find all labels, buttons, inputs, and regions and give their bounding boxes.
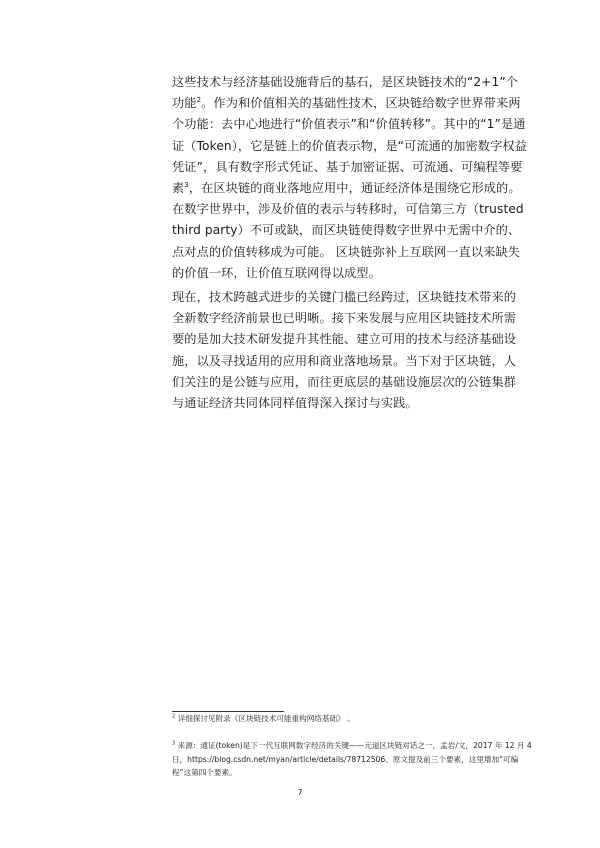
footnote-2-mark: 2 xyxy=(172,713,176,720)
paragraph-1-text-b: 。作为和价值相关的基础性技术，区块链给数字世界带来两个功能：去中心地进行“价值表示”和“价值转移”。其中的“1”是通证（Token），它是链上的价值表示物，是“可流通的加密数字权益凭证”，具有数字形式凭证、基于加密证据、可流通、可编程等要素 xyxy=(172,96,527,196)
paragraph-1-text-a: 这些技术与经济基础设施背后的基石，是区块链技术的“2+1”个功能 xyxy=(172,75,519,111)
footnote-ref-3[interactable]: 3 xyxy=(184,180,189,189)
footnote-ref-2[interactable]: 2 xyxy=(196,96,202,105)
paragraph-2-text: 现在，技术跨越式进步的关键门槛已经跨过，区块链技术带来的全新数字经济前景也已明晰。接下来发展与应用区块链技术所需要的是加大技术研发提升其性能、建立可用的技术与经济基础设施，以及寻找适用的应用和商业落地场景。当下对于区块链，人们关注的是公链与应用，而往更底层的基础设施层次的公链集群与通证经济共同体同样值得深入探讨与实践。 xyxy=(172,290,517,411)
page-number: 7 xyxy=(297,788,303,797)
footnote-3-text: 来源：通证(token)是下一代互联网数字经济的关键——元道区块链对话之一，孟岩/文，2017 年 12 月 4 日，https://blog.csdn.net/myan/article/details/78712506。原文提及前三个要素，这里增加“可编程”这第四个要素。 xyxy=(172,741,532,778)
paragraph-1 xyxy=(172,72,528,284)
footnote-3 xyxy=(172,739,532,780)
footnote-2 xyxy=(172,712,532,726)
footnote-2-text: 详细探讨见附录《区块链技术可能重构网络基础》 。 xyxy=(175,714,355,723)
paragraph-2 xyxy=(172,287,528,414)
footnote-3-mark: 3 xyxy=(172,740,176,747)
paragraph-1-text-c: ，在区块链的商业落地应用中，通证经济体是围绕它形成的。在数字世界中，涉及价值的表示与转移时，可信第三方（trusted third party）不可或缺，而区块链使得数字世界中无需中介的、点对点的价值转移成为可能。 区块链弥补上互联网一直以来缺失的价值一环，让价值互联网得以成型。 xyxy=(172,181,524,280)
